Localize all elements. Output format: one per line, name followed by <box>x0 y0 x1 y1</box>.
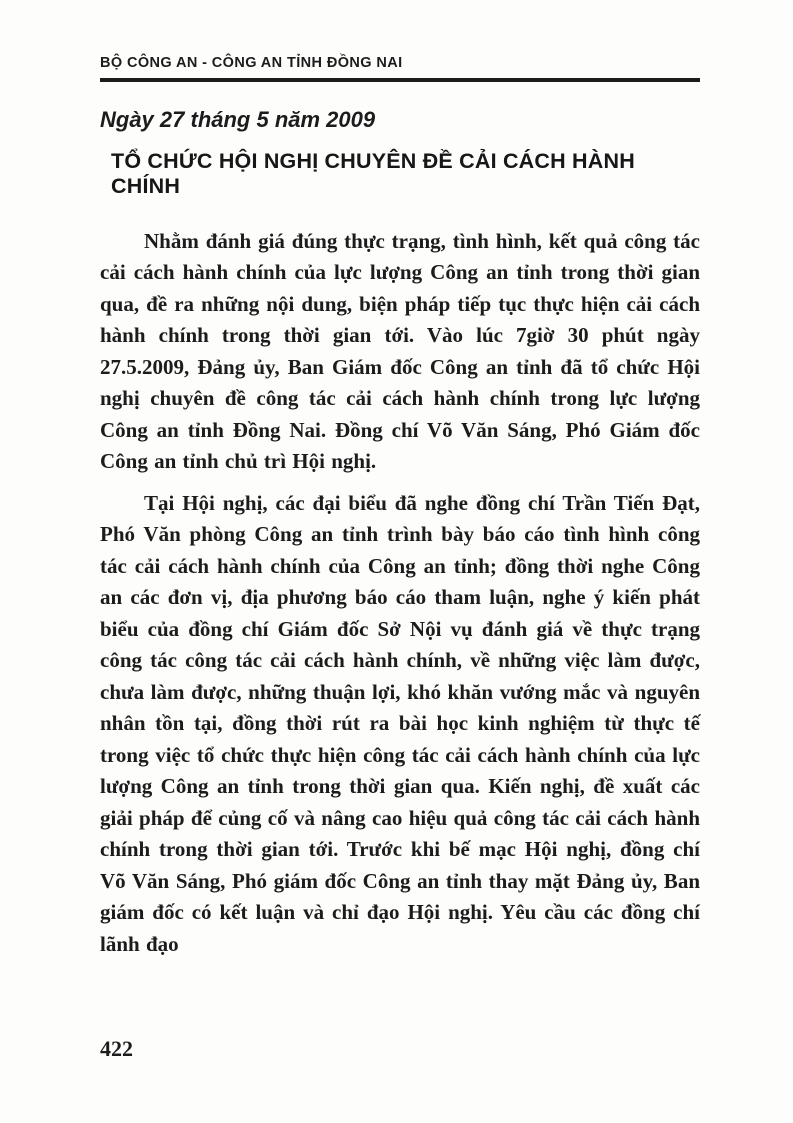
header-rule <box>100 78 700 82</box>
page-content <box>100 55 700 960</box>
paragraph: Tại Hội nghị, các đại biểu đã nghe đồng chí Trần Tiến Đạt, Phó Văn phòng Công an tỉnh trình bày báo cáo tình hình công tác cải cách hành chính của Công an tỉnh; đồng thời nghe Công an các đơn vị, địa phương báo cáo tham luận, nghe ý kiến phát biểu của đồng chí Giám đốc Sở Nội vụ đánh giá về thực trạng công tác công tác cải cách hành chính, về những việc làm được, chưa làm được, những thuận lợi, khó khăn vướng mắc và nguyên nhân tồn tại, đồng thời rút ra bài học kinh nghiệm từ thực tế trong việc tổ chức thực hiện công tác cải cách hành chính của lực lượng Công an tỉnh trong thời gian qua. Kiến nghị, đề xuất các giải pháp để củng cố và nâng cao hiệu quả công tác cải cách hành chính trong thời gian tới. Trước khi bế mạc Hội nghị, đồng chí Võ Văn Sáng, Phó giám đốc Công an tỉnh thay mặt Đảng ủy, Ban giám đốc có kết luận và chỉ đạo Hội nghị. Yêu cầu các đồng chí lãnh đạo <box>100 490 700 956</box>
running-header-text: BỘ CÔNG AN - CÔNG AN TỈNH ĐỒNG NAI <box>100 55 403 71</box>
running-header <box>100 55 700 82</box>
page-number: 422 <box>100 1036 133 1061</box>
article-title: TỔ CHỨC HỘI NGHỊ CHUYÊN ĐỀ CẢI CÁCH HÀNH CHÍNH <box>111 148 635 198</box>
date-line: Ngày 27 tháng 5 năm 2009 <box>100 106 376 132</box>
paragraph: Nhằm đánh giá đúng thực trạng, tình hình, kết quả công tác cải cách hành chính của lực lượng Công an tỉnh trong thời gian qua, đề ra những nội dung, biện pháp tiếp tục thực hiện cải cách hành chính trong thời gian tới. Vào lúc 7giờ 30 phút ngày 27.5.2009, Đảng ủy, Ban Giám đốc Công an tỉnh đã tổ chức Hội nghị chuyên đề công tác cải cách hành chính trong lực lượng Công an tỉnh Đồng Nai. Đồng chí Võ Văn Sáng, Phó Giám đốc Công an tỉnh chủ trì Hội nghị. <box>100 228 700 473</box>
